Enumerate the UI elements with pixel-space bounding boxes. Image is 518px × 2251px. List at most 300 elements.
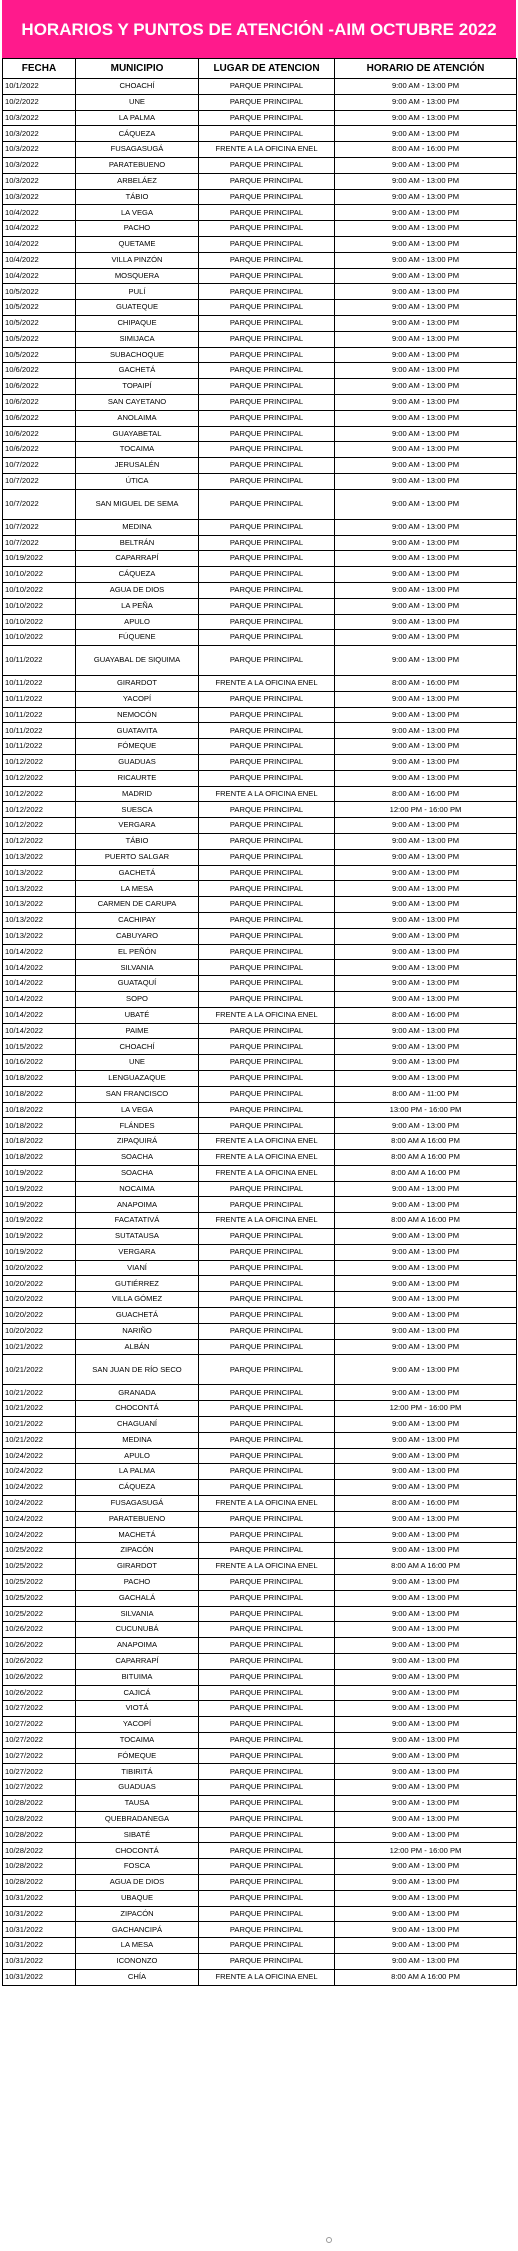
table-row <box>3 458 517 474</box>
lugar-cell: PARQUE PRINCIPAL <box>199 849 335 865</box>
municipio-cell: AGUA DE DIOS <box>76 1875 199 1891</box>
horario-cell: 9:00 AM - 13:00 PM <box>335 1938 517 1954</box>
lugar-cell: PARQUE PRINCIPAL <box>199 1055 335 1071</box>
horario-cell: 9:00 AM - 13:00 PM <box>335 582 517 598</box>
date-cell: 10/25/2022 <box>3 1574 76 1590</box>
horario-cell: 9:00 AM - 13:00 PM <box>335 992 517 1008</box>
date-cell: 10/24/2022 <box>3 1495 76 1511</box>
table-row <box>3 707 517 723</box>
municipio-cell: ANAPOIMA <box>76 1197 199 1213</box>
table-row <box>3 1401 517 1417</box>
municipio-cell: VILLA GÓMEZ <box>76 1292 199 1308</box>
table-row <box>3 519 517 535</box>
municipio-cell: ICONONZO <box>76 1954 199 1970</box>
municipio-cell: GIRARDOT <box>76 1559 199 1575</box>
municipio-cell: GUATEQUE <box>76 300 199 316</box>
horario-cell: 9:00 AM - 13:00 PM <box>335 535 517 551</box>
date-cell: 10/3/2022 <box>3 189 76 205</box>
table-row <box>3 473 517 489</box>
table-row <box>3 1843 517 1859</box>
table-row <box>3 1228 517 1244</box>
municipio-cell: FÓMEQUE <box>76 739 199 755</box>
table-row <box>3 1764 517 1780</box>
horario-cell: 9:00 AM - 13:00 PM <box>335 865 517 881</box>
horario-cell: 9:00 AM - 13:00 PM <box>335 1339 517 1355</box>
lugar-cell: PARQUE PRINCIPAL <box>199 379 335 395</box>
table-row <box>3 976 517 992</box>
lugar-cell: PARQUE PRINCIPAL <box>199 1416 335 1432</box>
municipio-cell: VILLA PINZÓN <box>76 252 199 268</box>
municipio-cell: SAN JUAN DE RÍO SECO <box>76 1355 199 1385</box>
horario-cell: 9:00 AM - 13:00 PM <box>335 315 517 331</box>
header-row <box>3 59 517 79</box>
municipio-cell: VERGARA <box>76 1244 199 1260</box>
table-row <box>3 1780 517 1796</box>
date-cell: 10/4/2022 <box>3 252 76 268</box>
date-cell: 10/15/2022 <box>3 1039 76 1055</box>
table-row <box>3 1875 517 1891</box>
table-row <box>3 535 517 551</box>
municipio-cell: MACHETÁ <box>76 1527 199 1543</box>
date-cell: 10/31/2022 <box>3 1954 76 1970</box>
date-cell: 10/11/2022 <box>3 691 76 707</box>
lugar-cell: FRENTE A LA OFICINA ENEL <box>199 1134 335 1150</box>
horario-cell: 9:00 AM - 13:00 PM <box>335 598 517 614</box>
municipio-cell: RICAURTE <box>76 770 199 786</box>
municipio-cell: GACHETÁ <box>76 865 199 881</box>
municipio-cell: GUAYABETAL <box>76 426 199 442</box>
table-row <box>3 126 517 142</box>
horario-cell: 9:00 AM - 13:00 PM <box>335 1244 517 1260</box>
table-row <box>3 913 517 929</box>
lugar-cell: PARQUE PRINCIPAL <box>199 913 335 929</box>
lugar-cell: PARQUE PRINCIPAL <box>199 1181 335 1197</box>
horario-cell: 9:00 AM - 13:00 PM <box>335 770 517 786</box>
horario-cell: 13:00 PM - 16:00 PM <box>335 1102 517 1118</box>
table-row <box>3 960 517 976</box>
municipio-cell: LA PALMA <box>76 1464 199 1480</box>
lugar-cell: PARQUE PRINCIPAL <box>199 1922 335 1938</box>
lugar-cell: PARQUE PRINCIPAL <box>199 1732 335 1748</box>
municipio-cell: MADRID <box>76 786 199 802</box>
date-cell: 10/27/2022 <box>3 1717 76 1733</box>
date-cell: 10/2/2022 <box>3 94 76 110</box>
municipio-cell: SILVANIA <box>76 960 199 976</box>
municipio-cell: CAPARRAPÍ <box>76 551 199 567</box>
table-row <box>3 1150 517 1166</box>
date-cell: 10/21/2022 <box>3 1355 76 1385</box>
lugar-cell: PARQUE PRINCIPAL <box>199 818 335 834</box>
table-row <box>3 1685 517 1701</box>
date-cell: 10/6/2022 <box>3 426 76 442</box>
date-cell: 10/25/2022 <box>3 1606 76 1622</box>
date-cell: 10/14/2022 <box>3 944 76 960</box>
lugar-cell: PARQUE PRINCIPAL <box>199 1276 335 1292</box>
horario-cell: 12:00 PM - 16:00 PM <box>335 802 517 818</box>
municipio-cell: UBAQUE <box>76 1890 199 1906</box>
municipio-cell: GRANADA <box>76 1385 199 1401</box>
horario-cell: 9:00 AM - 13:00 PM <box>335 1023 517 1039</box>
horario-cell: 9:00 AM - 13:00 PM <box>335 347 517 363</box>
municipio-cell: PACHO <box>76 1574 199 1590</box>
horario-cell: 9:00 AM - 13:00 PM <box>335 410 517 426</box>
table-row <box>3 300 517 316</box>
horario-cell: 9:00 AM - 13:00 PM <box>335 755 517 771</box>
horario-cell: 8:00 AM A 16:00 PM <box>335 1559 517 1575</box>
table-row <box>3 1260 517 1276</box>
horario-cell: 9:00 AM - 13:00 PM <box>335 1228 517 1244</box>
lugar-cell: PARQUE PRINCIPAL <box>199 1039 335 1055</box>
horario-cell: 9:00 AM - 13:00 PM <box>335 1574 517 1590</box>
date-cell: 10/3/2022 <box>3 157 76 173</box>
table-row <box>3 1859 517 1875</box>
horario-cell: 9:00 AM - 13:00 PM <box>335 284 517 300</box>
lugar-cell: PARQUE PRINCIPAL <box>199 1859 335 1875</box>
municipio-cell: FOSCA <box>76 1859 199 1875</box>
date-cell: 10/13/2022 <box>3 881 76 897</box>
date-cell: 10/14/2022 <box>3 1007 76 1023</box>
horario-cell: 9:00 AM - 13:00 PM <box>335 189 517 205</box>
lugar-cell: PARQUE PRINCIPAL <box>199 1906 335 1922</box>
date-cell: 10/20/2022 <box>3 1323 76 1339</box>
lugar-cell: PARQUE PRINCIPAL <box>199 707 335 723</box>
date-cell: 10/25/2022 <box>3 1559 76 1575</box>
date-cell: 10/20/2022 <box>3 1292 76 1308</box>
table-row <box>3 1543 517 1559</box>
municipio-cell: LA VEGA <box>76 205 199 221</box>
sheet-title: HORARIOS Y PUNTOS DE ATENCIÓN -AIM OCTUBRE 2022 <box>2 0 516 58</box>
table-row <box>3 173 517 189</box>
lugar-cell: FRENTE A LA OFICINA ENEL <box>199 1213 335 1229</box>
municipio-cell: PARATEBUENO <box>76 157 199 173</box>
lugar-cell: PARQUE PRINCIPAL <box>199 1023 335 1039</box>
date-cell: 10/19/2022 <box>3 1181 76 1197</box>
date-cell: 10/13/2022 <box>3 913 76 929</box>
date-cell: 10/11/2022 <box>3 707 76 723</box>
lugar-cell: PARQUE PRINCIPAL <box>199 221 335 237</box>
horario-cell: 9:00 AM - 13:00 PM <box>335 739 517 755</box>
horario-cell: 9:00 AM - 13:00 PM <box>335 1323 517 1339</box>
table-row <box>3 598 517 614</box>
municipio-cell: YACOPÍ <box>76 691 199 707</box>
municipio-cell: PUERTO SALGAR <box>76 849 199 865</box>
lugar-cell: PARQUE PRINCIPAL <box>199 1890 335 1906</box>
municipio-cell: CHOCONTÁ <box>76 1843 199 1859</box>
table-row <box>3 1606 517 1622</box>
lugar-cell: PARQUE PRINCIPAL <box>199 535 335 551</box>
table-row <box>3 1511 517 1527</box>
lugar-cell: PARQUE PRINCIPAL <box>199 1938 335 1954</box>
lugar-cell: PARQUE PRINCIPAL <box>199 1843 335 1859</box>
horario-cell: 9:00 AM - 13:00 PM <box>335 1276 517 1292</box>
date-cell: 10/14/2022 <box>3 1023 76 1039</box>
table-row <box>3 1669 517 1685</box>
lugar-cell: PARQUE PRINCIPAL <box>199 1796 335 1812</box>
table-row <box>3 676 517 692</box>
date-cell: 10/13/2022 <box>3 865 76 881</box>
municipio-cell: CÁQUEZA <box>76 126 199 142</box>
municipio-cell: FUSAGASUGÁ <box>76 1495 199 1511</box>
date-cell: 10/7/2022 <box>3 458 76 474</box>
horario-cell: 9:00 AM - 13:00 PM <box>335 1292 517 1308</box>
lugar-cell: PARQUE PRINCIPAL <box>199 394 335 410</box>
table-row <box>3 1039 517 1055</box>
lugar-cell: PARQUE PRINCIPAL <box>199 126 335 142</box>
date-cell: 10/27/2022 <box>3 1732 76 1748</box>
horario-cell: 9:00 AM - 13:00 PM <box>335 1811 517 1827</box>
date-cell: 10/28/2022 <box>3 1827 76 1843</box>
municipio-cell: SUBACHOQUE <box>76 347 199 363</box>
circle-marker-icon <box>326 2237 332 2243</box>
table-row <box>3 755 517 771</box>
table-row <box>3 1323 517 1339</box>
date-cell: 10/7/2022 <box>3 519 76 535</box>
municipio-cell: SIBATÉ <box>76 1827 199 1843</box>
lugar-cell: PARQUE PRINCIPAL <box>199 1638 335 1654</box>
table-row <box>3 221 517 237</box>
municipio-cell: LA MESA <box>76 881 199 897</box>
horario-cell: 9:00 AM - 13:00 PM <box>335 519 517 535</box>
lugar-cell: PARQUE PRINCIPAL <box>199 473 335 489</box>
municipio-cell: APULO <box>76 614 199 630</box>
horario-cell: 9:00 AM - 13:00 PM <box>335 1197 517 1213</box>
table-row <box>3 252 517 268</box>
table-row <box>3 1181 517 1197</box>
municipio-cell: BITUIMA <box>76 1669 199 1685</box>
date-cell: 10/10/2022 <box>3 567 76 583</box>
lugar-cell: PARQUE PRINCIPAL <box>199 960 335 976</box>
lugar-cell: PARQUE PRINCIPAL <box>199 1511 335 1527</box>
horario-cell: 9:00 AM - 13:00 PM <box>335 551 517 567</box>
municipio-cell: LA VEGA <box>76 1102 199 1118</box>
lugar-cell: PARQUE PRINCIPAL <box>199 944 335 960</box>
horario-cell: 9:00 AM - 13:00 PM <box>335 473 517 489</box>
municipio-cell: GUADUAS <box>76 1780 199 1796</box>
lugar-cell: FRENTE A LA OFICINA ENEL <box>199 1165 335 1181</box>
table-row <box>3 1732 517 1748</box>
date-cell: 10/5/2022 <box>3 300 76 316</box>
horario-cell: 9:00 AM - 13:00 PM <box>335 221 517 237</box>
horario-cell: 9:00 AM - 13:00 PM <box>335 1669 517 1685</box>
table-row <box>3 1213 517 1229</box>
lugar-cell: PARQUE PRINCIPAL <box>199 1622 335 1638</box>
horario-cell: 9:00 AM - 13:00 PM <box>335 944 517 960</box>
table-row <box>3 1653 517 1669</box>
lugar-cell: PARQUE PRINCIPAL <box>199 1260 335 1276</box>
table-row <box>3 1969 517 1985</box>
table-row <box>3 1559 517 1575</box>
municipio-cell: GUATAVITA <box>76 723 199 739</box>
lugar-cell: PARQUE PRINCIPAL <box>199 770 335 786</box>
municipio-cell: EL PEÑÓN <box>76 944 199 960</box>
horario-cell: 8:00 AM A 16:00 PM <box>335 1134 517 1150</box>
table-row <box>3 818 517 834</box>
municipio-cell: TOCAIMA <box>76 442 199 458</box>
lugar-cell: PARQUE PRINCIPAL <box>199 1653 335 1669</box>
table-row <box>3 1023 517 1039</box>
date-cell: 10/24/2022 <box>3 1464 76 1480</box>
header-fecha: FECHA <box>3 59 76 79</box>
municipio-cell: MEDINA <box>76 1432 199 1448</box>
lugar-cell: PARQUE PRINCIPAL <box>199 363 335 379</box>
horario-cell: 9:00 AM - 13:00 PM <box>335 1118 517 1134</box>
lugar-cell: PARQUE PRINCIPAL <box>199 1102 335 1118</box>
lugar-cell: PARQUE PRINCIPAL <box>199 802 335 818</box>
municipio-cell: ÚTICA <box>76 473 199 489</box>
horario-cell: 9:00 AM - 13:00 PM <box>335 173 517 189</box>
date-cell: 10/28/2022 <box>3 1843 76 1859</box>
lugar-cell: PARQUE PRINCIPAL <box>199 567 335 583</box>
table-row <box>3 1134 517 1150</box>
date-cell: 10/26/2022 <box>3 1638 76 1654</box>
lugar-cell: PARQUE PRINCIPAL <box>199 1448 335 1464</box>
horario-cell: 9:00 AM - 13:00 PM <box>335 691 517 707</box>
lugar-cell: PARQUE PRINCIPAL <box>199 1385 335 1401</box>
lugar-cell: PARQUE PRINCIPAL <box>199 582 335 598</box>
table-row <box>3 142 517 158</box>
horario-cell: 9:00 AM - 13:00 PM <box>335 379 517 395</box>
date-cell: 10/12/2022 <box>3 802 76 818</box>
table-row <box>3 1748 517 1764</box>
lugar-cell: PARQUE PRINCIPAL <box>199 189 335 205</box>
table-row <box>3 315 517 331</box>
lugar-cell: PARQUE PRINCIPAL <box>199 992 335 1008</box>
table-row <box>3 1055 517 1071</box>
horario-cell: 9:00 AM - 13:00 PM <box>335 567 517 583</box>
table-row <box>3 79 517 95</box>
date-cell: 10/13/2022 <box>3 928 76 944</box>
table-row <box>3 897 517 913</box>
lugar-cell: PARQUE PRINCIPAL <box>199 598 335 614</box>
lugar-cell: PARQUE PRINCIPAL <box>199 1748 335 1764</box>
horario-cell: 8:00 AM - 16:00 PM <box>335 1007 517 1023</box>
lugar-cell: PARQUE PRINCIPAL <box>199 79 335 95</box>
municipio-cell: PACHO <box>76 221 199 237</box>
table-row <box>3 426 517 442</box>
lugar-cell: PARQUE PRINCIPAL <box>199 1811 335 1827</box>
date-cell: 10/13/2022 <box>3 849 76 865</box>
municipio-cell: SIMIJACA <box>76 331 199 347</box>
municipio-cell: TOPAIPÍ <box>76 379 199 395</box>
municipio-cell: PAIME <box>76 1023 199 1039</box>
municipio-cell: APULO <box>76 1448 199 1464</box>
horario-cell: 9:00 AM - 13:00 PM <box>335 1448 517 1464</box>
municipio-cell: CHOACHÍ <box>76 1039 199 1055</box>
date-cell: 10/3/2022 <box>3 142 76 158</box>
table-row <box>3 802 517 818</box>
date-cell: 10/6/2022 <box>3 442 76 458</box>
lugar-cell: PARQUE PRINCIPAL <box>199 519 335 535</box>
header-lugar: LUGAR DE ATENCION <box>199 59 335 79</box>
table-row <box>3 394 517 410</box>
table-row <box>3 1890 517 1906</box>
date-cell: 10/25/2022 <box>3 1543 76 1559</box>
horario-cell: 9:00 AM - 13:00 PM <box>335 1480 517 1496</box>
date-cell: 10/19/2022 <box>3 1165 76 1181</box>
table-row <box>3 110 517 126</box>
horario-cell: 8:00 AM - 16:00 PM <box>335 786 517 802</box>
lugar-cell: PARQUE PRINCIPAL <box>199 347 335 363</box>
municipio-cell: CÁQUEZA <box>76 567 199 583</box>
table-row <box>3 928 517 944</box>
horario-cell: 9:00 AM - 13:00 PM <box>335 1954 517 1970</box>
date-cell: 10/1/2022 <box>3 79 76 95</box>
municipio-cell: ZIPAQUIRÁ <box>76 1134 199 1150</box>
table-row <box>3 865 517 881</box>
lugar-cell: PARQUE PRINCIPAL <box>199 976 335 992</box>
lugar-cell: FRENTE A LA OFICINA ENEL <box>199 1495 335 1511</box>
table-row <box>3 1244 517 1260</box>
horario-cell: 9:00 AM - 13:00 PM <box>335 928 517 944</box>
date-cell: 10/19/2022 <box>3 551 76 567</box>
header-horario: HORARIO DE ATENCIÓN <box>335 59 517 79</box>
table-row <box>3 646 517 676</box>
date-cell: 10/7/2022 <box>3 489 76 519</box>
municipio-cell: SAN CAYETANO <box>76 394 199 410</box>
date-cell: 10/6/2022 <box>3 410 76 426</box>
date-cell: 10/31/2022 <box>3 1969 76 1985</box>
table-row <box>3 1355 517 1385</box>
horario-cell: 9:00 AM - 13:00 PM <box>335 110 517 126</box>
lugar-cell: PARQUE PRINCIPAL <box>199 897 335 913</box>
horario-cell: 9:00 AM - 13:00 PM <box>335 614 517 630</box>
municipio-cell: CHOCONTÁ <box>76 1401 199 1417</box>
municipio-cell: CHIPAQUE <box>76 315 199 331</box>
date-cell: 10/26/2022 <box>3 1669 76 1685</box>
horario-cell: 9:00 AM - 13:00 PM <box>335 1796 517 1812</box>
table-row <box>3 379 517 395</box>
date-cell: 10/18/2022 <box>3 1118 76 1134</box>
table-row <box>3 1922 517 1938</box>
municipio-cell: BELTRÁN <box>76 535 199 551</box>
municipio-cell: ZIPACÓN <box>76 1543 199 1559</box>
municipio-cell: CAJICÁ <box>76 1685 199 1701</box>
date-cell: 10/5/2022 <box>3 315 76 331</box>
date-cell: 10/3/2022 <box>3 110 76 126</box>
table-row <box>3 1622 517 1638</box>
lugar-cell: PARQUE PRINCIPAL <box>199 236 335 252</box>
horario-cell: 9:00 AM - 13:00 PM <box>335 426 517 442</box>
lugar-cell: PARQUE PRINCIPAL <box>199 928 335 944</box>
lugar-cell: PARQUE PRINCIPAL <box>199 1764 335 1780</box>
table-row <box>3 1827 517 1843</box>
date-cell: 10/12/2022 <box>3 834 76 850</box>
municipio-cell: QUETAME <box>76 236 199 252</box>
lugar-cell: PARQUE PRINCIPAL <box>199 739 335 755</box>
date-cell: 10/14/2022 <box>3 976 76 992</box>
date-cell: 10/12/2022 <box>3 786 76 802</box>
horario-cell: 9:00 AM - 13:00 PM <box>335 442 517 458</box>
lugar-cell: PARQUE PRINCIPAL <box>199 691 335 707</box>
municipio-cell: CARMEN DE CARUPA <box>76 897 199 913</box>
table-row <box>3 1339 517 1355</box>
table-row <box>3 1527 517 1543</box>
horario-cell: 8:00 AM - 16:00 PM <box>335 676 517 692</box>
date-cell: 10/24/2022 <box>3 1448 76 1464</box>
date-cell: 10/20/2022 <box>3 1260 76 1276</box>
date-cell: 10/27/2022 <box>3 1701 76 1717</box>
date-cell: 10/3/2022 <box>3 173 76 189</box>
municipio-cell: CHAGUANÍ <box>76 1416 199 1432</box>
horario-cell: 9:00 AM - 13:00 PM <box>335 1890 517 1906</box>
date-cell: 10/26/2022 <box>3 1685 76 1701</box>
municipio-cell: VIOTÁ <box>76 1701 199 1717</box>
municipio-cell: FÚQUENE <box>76 630 199 646</box>
lugar-cell: PARQUE PRINCIPAL <box>199 1071 335 1087</box>
date-cell: 10/19/2022 <box>3 1197 76 1213</box>
table-row <box>3 363 517 379</box>
lugar-cell: PARQUE PRINCIPAL <box>199 755 335 771</box>
